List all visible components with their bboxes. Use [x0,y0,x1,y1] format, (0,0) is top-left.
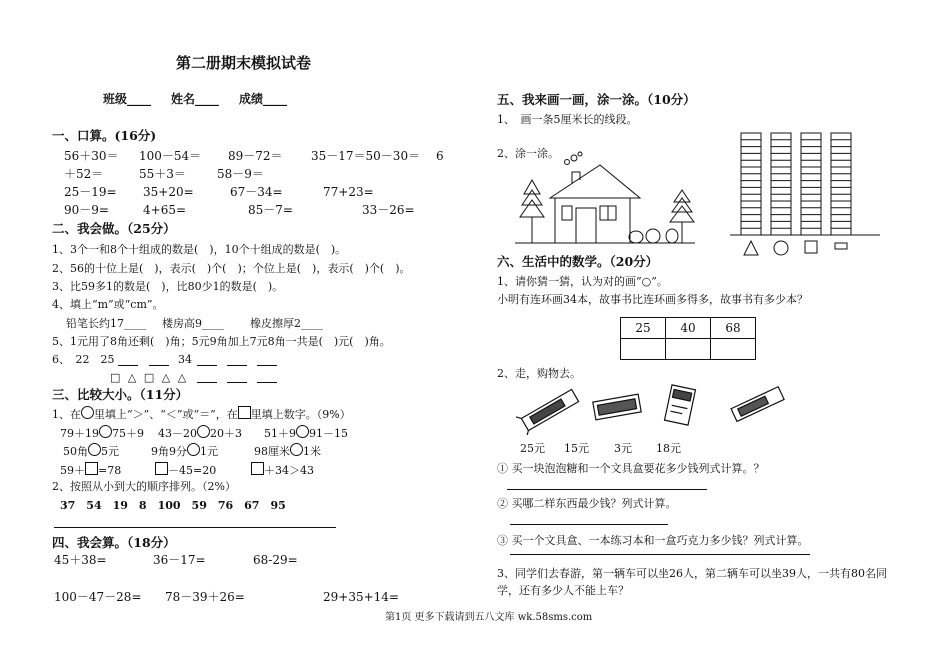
candy-icon [515,385,585,435]
compare-item: 51＋9 91－15 [264,427,348,440]
price: 15元 [564,442,589,455]
calc: 90－9= [64,203,109,217]
question: 1、3个一和8个十组成的数是( )，10个十组成的数是( )。 [52,243,347,256]
square-icon[interactable] [251,462,264,475]
calc: 78－39＋26= [165,590,245,604]
question: 小明有连环画34本，故事书比连环画多得多，故事书有多少本？ [497,293,808,306]
compare-item: 50角 5元 [63,445,119,458]
calc: 6 [436,149,444,163]
answer-line[interactable] [510,524,668,525]
circle-icon[interactable] [296,425,309,438]
square-icon[interactable] [155,462,168,475]
compare-item: 43－20 20＋3 [158,427,242,440]
calc: 55＋3＝ [139,167,186,181]
price: 25元 [520,442,545,455]
question: 2、涂一涂。 [497,147,559,160]
unit-blank: 楼房高9____ [162,317,224,330]
circle-icon [81,406,94,419]
calc: 77+23= [323,185,374,199]
calc: 56＋30＝ [64,149,119,163]
calc: 29+35+14= [323,590,399,604]
compare-item: 98厘米 1米 [254,445,321,458]
answer-cell[interactable] [666,339,711,360]
calc: 33－26= [362,203,415,217]
q-text: 1、在 [52,408,81,421]
calc: 89－72＝ [228,149,283,163]
shape-sequence: □ △ □ △ △ [110,371,189,384]
compare-item: 9角9分 1元 [151,445,218,458]
sub-question: ② 买哪二样东西最少钱？列式计算。 [497,497,677,510]
calc: 100－47－28= [54,590,142,604]
score-field[interactable]: 成绩____ [239,92,288,106]
square-icon[interactable] [85,462,98,475]
answer-cell[interactable] [711,339,756,360]
calc: 4+65= [143,203,187,217]
fill-item: －45=20 [155,462,216,477]
calc: ＋52＝ [64,167,104,181]
question: 2、按照从小到大的顺序排列。（2%） [52,480,236,493]
calc: 100－54＝ [139,149,202,163]
calc: 36－17= [153,553,206,567]
question: 2、56的十位上是( )，表示( )个( )；个位上是( )，表示( )个( )。 [52,262,411,275]
question: 3、比59多1的数是( )，比80少1的数是( )。 [52,280,284,293]
guess-table [620,317,756,360]
question: 学，还有多少人不能上车？ [497,584,629,597]
question [52,406,351,421]
section6-heading: 六、生活中的数学。（20分） [497,254,659,269]
table-cell: 40 [666,318,711,339]
unit-blank: 橡皮擦厚2____ [250,317,323,330]
answer-line[interactable] [510,554,810,555]
question: 1、 画一条5厘米长的线段。 [497,113,638,126]
sub-question: ① 买一块泡泡糖和一个文具盒要花多少钱列式计算。？ [497,462,765,475]
circle-icon[interactable] [187,443,200,456]
calc: 68-29= [253,553,298,567]
compare-item: 79＋19 75＋9 [60,427,144,440]
section3-heading: 三、比较大小。（11分） [52,387,189,402]
q-text: 里填上“＞”、“＜”或“＝”，在 [94,408,238,421]
sub-question: ③ 买一个文具盒、一本练习本和一盒巧克力多少钱？列式计算。 [497,534,809,547]
calc: 58－9＝ [217,167,264,181]
q-text: 里填上数字。（9%） [250,408,351,421]
chocolate-box-icon [728,385,788,425]
answer-cell[interactable] [621,339,666,360]
question: 1、请你猜一猜，认为对的画“○”。 [497,275,668,288]
table-cell: 25 [621,318,666,339]
table-cell: 68 [711,318,756,339]
question: 4、填上“m”或“cm”。 [52,298,164,311]
coloring-bars[interactable] [725,125,885,257]
unit-blank: 铅笔长约17____ [66,317,146,330]
calc: 67－34= [230,185,283,199]
fill-item: 59＋ =78 [60,464,122,477]
house-illustration [510,150,700,250]
name-field[interactable]: 姓名____ [171,92,220,106]
footer: 第1页 更多下载请到五八文库 wk.58sms.com [385,612,593,623]
circle-icon[interactable] [290,443,303,456]
square-icon [238,406,251,419]
calc: 25－19= [64,185,117,199]
fill-item: ＋34＞43 [251,462,314,477]
sequence-number: 34 [178,353,192,366]
notebook-icon [660,383,700,428]
price: 3元 [614,442,632,455]
question: 2、走，购物去。 [497,367,581,380]
section1-heading: 一、口算。(16分) [52,128,157,143]
section4-heading: 四、我会算。（18分） [52,535,176,550]
calc: 85－7= [248,203,293,217]
number-list: 37 54 19 8 100 59 76 67 95 [60,499,286,512]
section2-heading: 二、我会做。（25分） [52,221,176,236]
question: 6、 22 25 [52,353,115,366]
calc: 35+20= [143,185,194,199]
section5-heading: 五、我来画一画，涂一涂。（10分） [497,92,696,107]
pencil-box-icon [590,390,645,425]
calc: 35－17＝50－30＝ [311,149,421,163]
page-title: 第二册期末模拟试卷 [176,54,312,72]
circle-icon[interactable] [197,425,210,438]
price: 18元 [656,442,681,455]
circle-icon[interactable] [88,443,101,456]
answer-line[interactable] [507,489,707,490]
calc: 45＋38= [54,553,107,567]
class-field[interactable]: 班级____ [103,92,152,106]
question: 5、1元用了8角还剩( )角；5元9角加上7元8角一共是( )元( )角。 [52,335,391,348]
circle-icon[interactable] [99,425,112,438]
question: 3、同学们去春游，第一辆车可以坐26人，第二辆车可以坐39人，一共有80名同 [497,567,887,580]
